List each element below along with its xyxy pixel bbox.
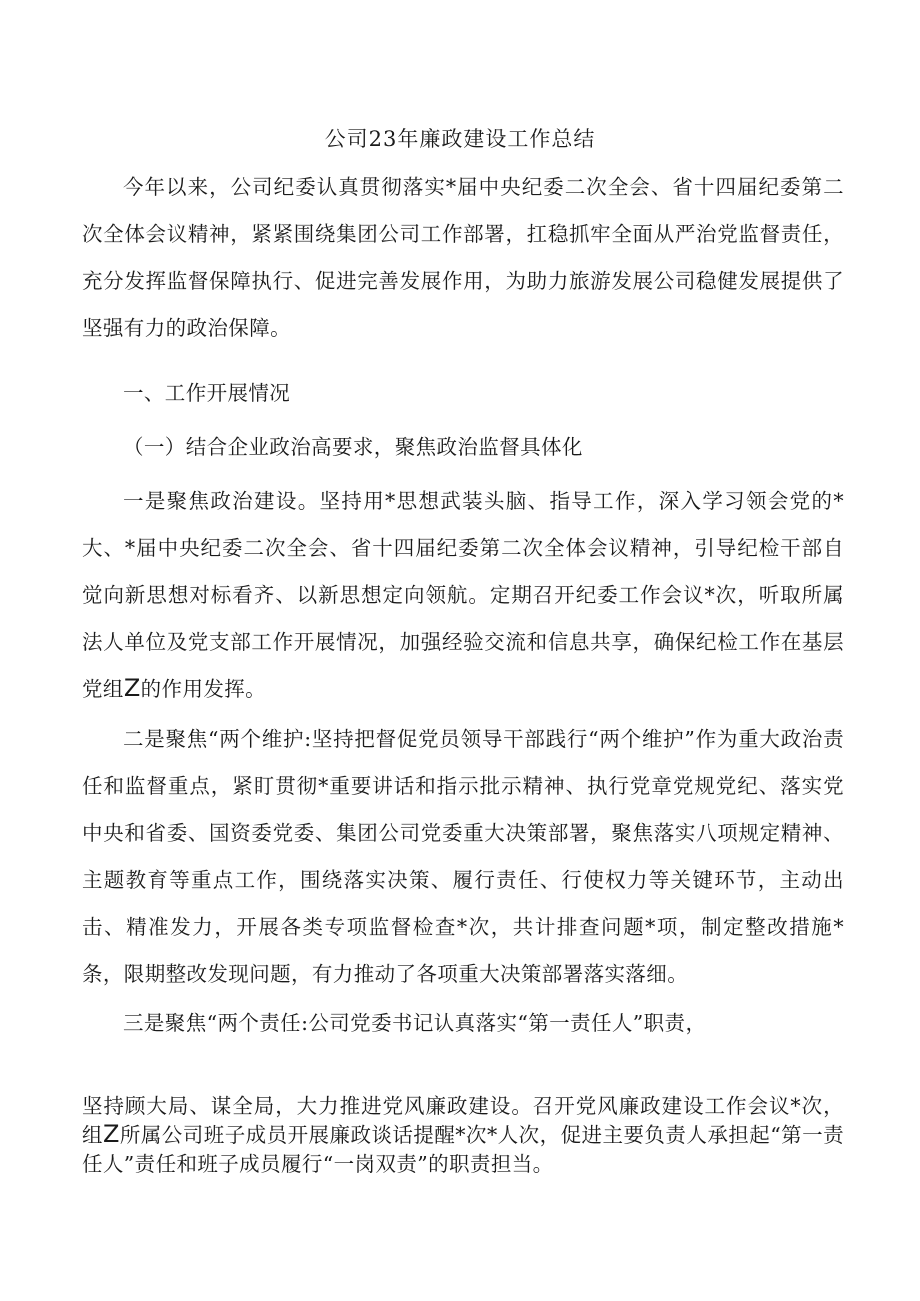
political-building-z-char: Z [123,674,141,702]
two-responsibility-text: 坚持顾大局、谋全局，大力推进党风廉政建设。召开党风廉政建设工作会议*次，组 [82,1094,844,1147]
political-building-text: 一是聚焦政治建设。坚持用*思想武装头脑、指导工作，深入学习领会党的*大、*届中央纪委二次全会、省十四届纪委第二次全体会议精神，引导纪检干部自觉向新思想对标看齐、以新思想定向领航。定期召开纪委工作会议*次，听取所属法人单位及党支部工作开展情况，加强经验交流和信息共享，确保纪检工作在基层党组 [82,489,844,701]
subsection-heading: （一）结合企业政治高要求，聚焦政治监督具体化 [123,435,583,459]
two-responsibility-text-end: 所属公司班子成员开展廉政谈话提醒*次*人次，促进主要负责人承担起“第一责任人”责任和班子成员履行“一岗双责”的职责担当。 [82,1123,844,1176]
section-heading: 一、工作开展情况 [123,381,291,405]
two-responsibility-lead: 三是聚焦“两个责任:公司党委书记认真落实“第一责任人”职责， [123,1011,707,1035]
political-building-text-end: 的作用发挥。 [140,677,267,701]
two-responsibility-z-char: Z [102,1120,120,1148]
two-maintenance-paragraph: 二是聚焦“两个维护:坚持把督促党员领导干部践行“两个维护”作为重大政治责任和监督重点，紧盯贯彻*重要讲话和指示批示精神、执行党章党规党纪、落实党中央和省委、国资委党委、集团公司党委重大决策部署，聚焦落实八项规定精神、主题教育等重点工作，围绕落实决策、履行责任、行使权力等关键环节，主动出击、精准发力，开展各类专项监督检查*次，共计排查问题*项，制定整改措施*条，限期整改发现问题，有力推动了各项重大决策部署落实落细。 [82,727,844,986]
two-responsibility-paragraph [82,1092,844,1179]
intro-paragraph: 今年以来，公司纪委认真贯彻落实*届中央纪委二次全会、省十四届纪委第二次全体会议精神，紧紧围绕集团公司工作部署，扛稳抓牢全面从严治党监督责任，充分发挥监督保障执行、促进完善发展作用，为助力旅游发展公司稳健发展提供了坚强有力的政治保障。 [82,175,844,340]
political-building-paragraph [82,478,844,713]
document-title: 公司23年廉政建设工作总结 [324,127,596,151]
